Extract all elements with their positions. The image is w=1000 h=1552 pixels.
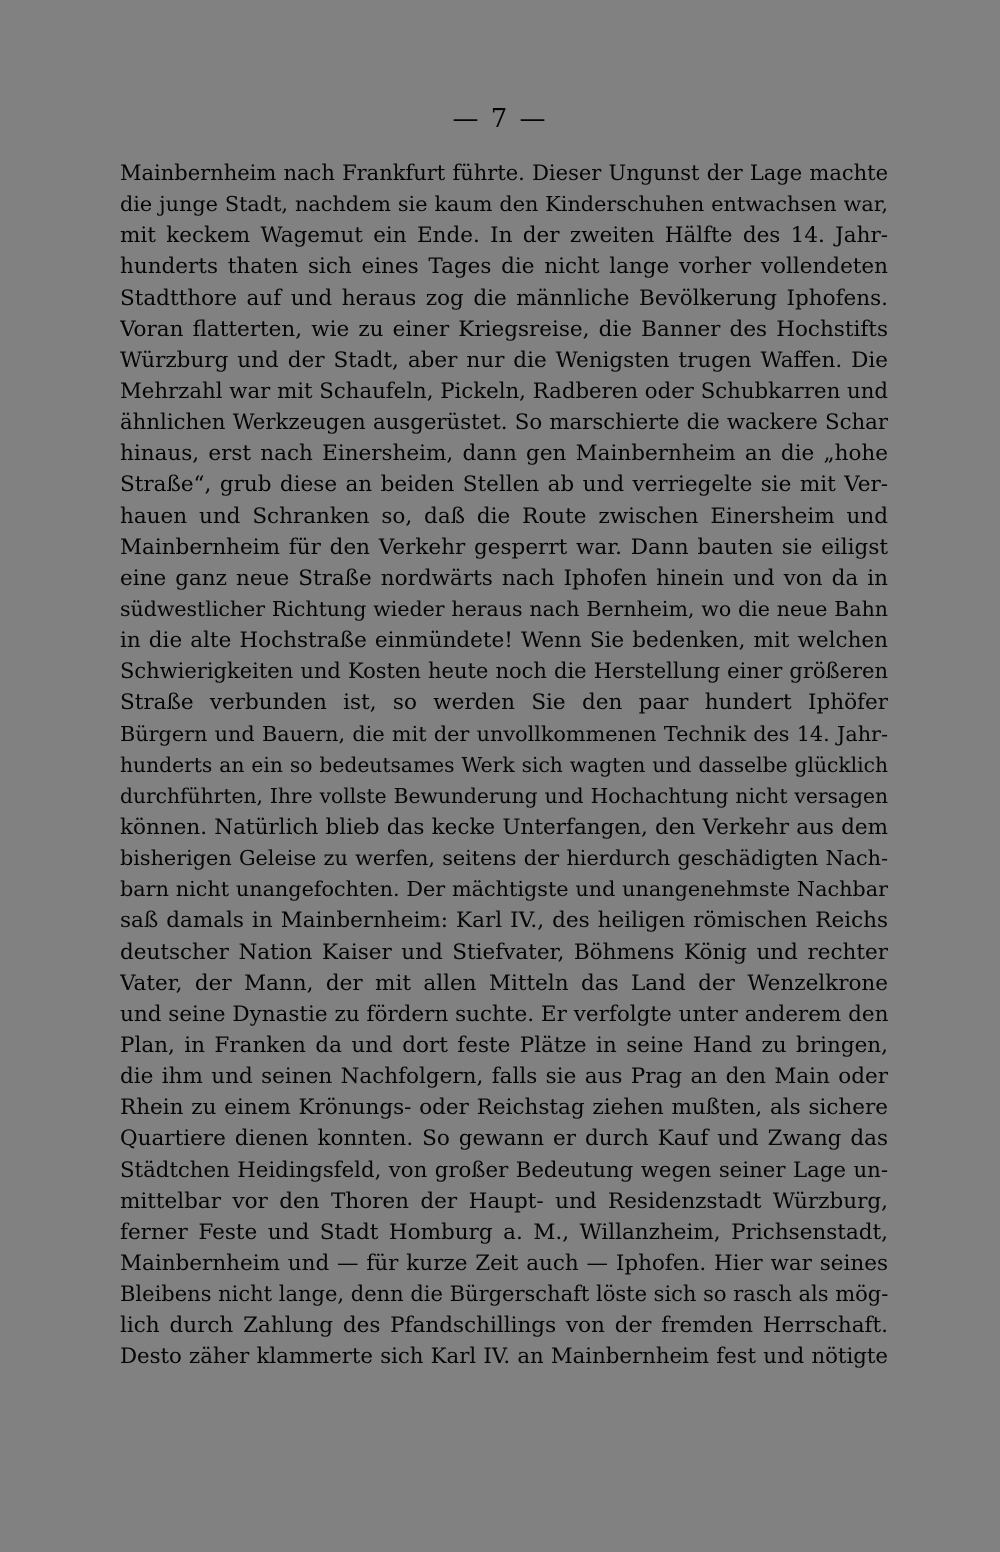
- text-line: eine ganz neue Straße nordwärts nach Iphofen hinein und von da in: [120, 565, 888, 591]
- text-line: hunderts an ein so bedeutsames Werk sich wagten und dasselbe glücklich: [120, 752, 888, 777]
- text-line: südwestlicher Richtung wieder heraus nach Bernheim, wo die neue Bahn: [120, 596, 888, 621]
- text-line: deutscher Nation Kaiser und Stiefvater, Böhmens König und rechter: [120, 939, 888, 965]
- text-line: Voran flatterten, wie zu einer Kriegsreise, die Banner des Hochstifts: [120, 316, 888, 342]
- text-line: durchführten, Ihre vollste Bewunderung und Hochachtung nicht versagen: [120, 783, 888, 808]
- text-line: Bleibens nicht lange, denn die Bürgerschaft löste sich so rasch als mög-: [120, 1282, 888, 1307]
- text-line: ferner Feste und Stadt Homburg a. M., Willanzheim, Prichsenstadt,: [120, 1219, 888, 1245]
- text-line: ähnlichen Werkzeugen ausgerüstet. So marschierte die wackere Schar: [120, 410, 888, 436]
- text-line: barn nicht unangefochten. Der mächtigste und unangenehmste Nachbar: [120, 877, 888, 902]
- text-line: hauen und Schranken so, daß die Route zwischen Einersheim und: [120, 503, 888, 529]
- text-line: lich durch Zahlung des Pfandschillings von der fremden Herrschaft.: [120, 1313, 888, 1339]
- text-line: Quartiere dienen konnten. So gewann er durch Kauf und Zwang das: [120, 1126, 888, 1152]
- text-line: Desto zäher klammerte sich Karl IV. an Mainbernheim fest und nötigte: [120, 1344, 888, 1370]
- text-line: Würzburg und der Stadt, aber nur die Wenigsten trugen Waffen. Die: [120, 347, 888, 373]
- text-line: mit keckem Wagemut ein Ende. In der zweiten Hälfte des 14. Jahr-: [120, 223, 888, 249]
- text-line: Mainbernheim und — für kurze Zeit auch — Iphofen. Hier war seines: [120, 1250, 888, 1276]
- page-number: — 7 —: [452, 104, 548, 134]
- text-line: Städtchen Heidingsfeld, von großer Bedeutung wegen seiner Lage un-: [120, 1157, 888, 1183]
- text-line: Mainbernheim nach Frankfurt führte. Dieser Ungunst der Lage machte: [120, 161, 888, 185]
- text-line: Schwierigkeiten und Kosten heute noch die Herstellung einer größeren: [120, 659, 888, 684]
- text-line: und seine Dynastie zu fördern suchte. Er verfolgte unter anderem den: [120, 1001, 888, 1027]
- text-line: in die alte Hochstraße einmündete! Wenn Sie bedenken, mit welchen: [120, 628, 888, 654]
- text-line: Mainbernheim für den Verkehr gesperrt war. Dann bauten sie eiligst: [120, 534, 888, 560]
- text-line: die ihm und seinen Nachfolgern, falls sie aus Prag an den Main oder: [120, 1064, 888, 1090]
- text-line: können. Natürlich blieb das kecke Unterfangen, den Verkehr aus dem: [120, 814, 888, 840]
- text-line: mittelbar vor den Thoren der Haupt- und Residenzstadt Würzburg,: [120, 1188, 888, 1214]
- text-line: bisherigen Geleise zu werfen, seitens der hierdurch geschädigten Nach-: [120, 846, 888, 871]
- text-line: Straße“, grub diese an beiden Stellen ab und verriegelte sie mit Ver-: [120, 472, 888, 498]
- text-line: hunderts thaten sich eines Tages die nicht lange vorher vollendeten: [120, 254, 888, 280]
- text-line: Straße verbunden ist, so werden Sie den paar hundert Iphöfer: [120, 690, 888, 716]
- text-line: Bürgern und Bauern, die mit der unvollkommenen Technik des 14. Jahr-: [120, 721, 888, 746]
- text-line: saß damals in Mainbernheim: Karl IV., des heiligen römischen Reichs: [120, 908, 888, 934]
- body-text: [120, 158, 888, 1372]
- text-line: Rhein zu einem Krönungs- oder Reichstag ziehen mußten, als sichere: [120, 1095, 888, 1121]
- text-line: hinaus, erst nach Einersheim, dann gen Mainbernheim an die „hohe: [120, 441, 888, 467]
- text-line: die junge Stadt, nachdem sie kaum den Kinderschuhen entwachsen war,: [120, 192, 888, 217]
- text-line: Mehrzahl war mit Schaufeln, Pickeln, Radberen oder Schubkarren und: [120, 378, 888, 404]
- text-line: Vater, der Mann, der mit allen Mitteln das Land der Wenzelkrone: [120, 970, 888, 996]
- text-line: Stadtthore auf und heraus zog die männliche Bevölkerung Iphofens.: [120, 285, 888, 311]
- text-line: Plan, in Franken da und dort feste Plätze in seine Hand zu bringen,: [120, 1032, 888, 1058]
